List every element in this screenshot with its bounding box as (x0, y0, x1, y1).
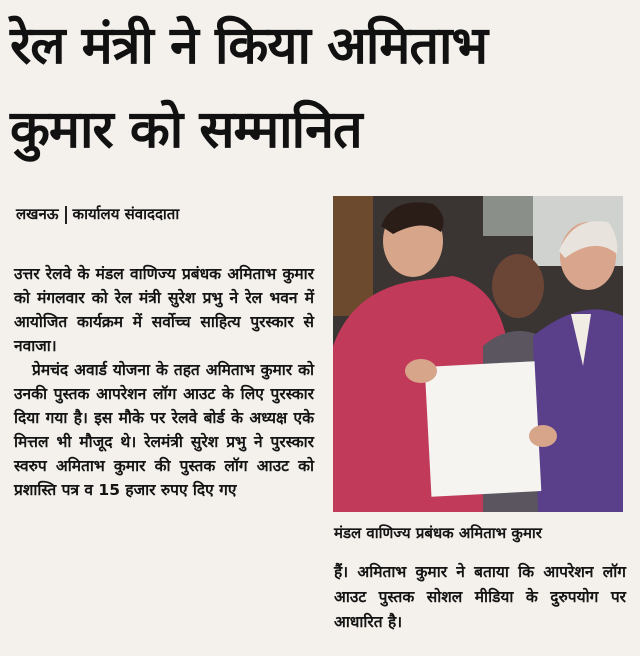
paragraph-3: हैं। अमिताभ कुमार ने बताया कि आपरेशन लॉग आउट पुस्तक सोशल मीडिया के दुरुपयोग पर आधारित है। (334, 563, 626, 631)
headline-line-2: कुमार को सम्मानित (10, 100, 362, 160)
news-photo (333, 196, 623, 512)
photo-illustration (333, 196, 623, 512)
paragraph-2: प्रेमचंद अवार्ड योजना के तहत अमिताभ कुमार को उनकी पुस्तक आपरेशन लॉग आउट के लिए पुरस्कार दिया गया है। इस मौके पर रेलवे बोर्ड के अध्यक्ष एके मित्तल भी मौजूद थे। रेलमंत्री सुरेश प्रभु ने पुरस्कार स्वरुप अमिताभ कुमार की पुस्तक लॉग आउट को प्रशास्ति पत्र व 15 हजार रुपए दिए गए (14, 361, 314, 499)
body-column-left (14, 262, 314, 502)
byline (16, 204, 179, 224)
body-column-right (334, 560, 626, 635)
headline-line-1: रेल मंत्री ने किया अमिताभ (10, 16, 488, 76)
byline-divider (65, 206, 67, 224)
byline-place: लखनऊ (16, 205, 59, 223)
byline-author: कार्यालय संवाददाता (72, 205, 180, 223)
photo-caption: मंडल वाणिज्य प्रबंधक अमिताभ कुमार (334, 524, 542, 542)
paragraph-1: उत्तर रेलवे के मंडल वाणिज्य प्रबंधक अमिताभ कुमार को मंगलवार को रेल मंत्री सुरेश प्रभु ने रेल भवन में आयोजित कार्यक्रम में सर्वोच्च साहित्य पुरस्कार से नवाजा। (14, 265, 314, 355)
headline (10, 4, 630, 172)
